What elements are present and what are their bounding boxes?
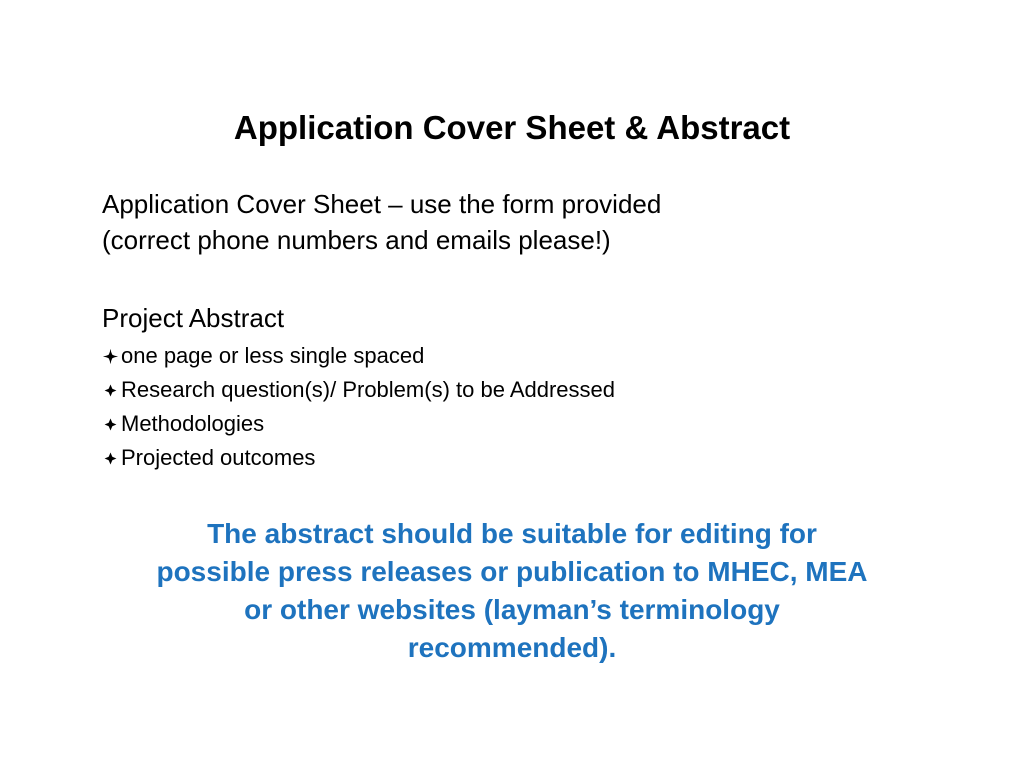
bullet-text: Methodologies: [121, 411, 265, 436]
list-item: [102, 441, 615, 475]
note-line: possible press releases or publication to MHEC, MEA: [156, 556, 868, 587]
cover-sheet-line: (correct phone numbers and emails please!): [102, 225, 611, 255]
bullet-text: Projected outcomes: [121, 445, 316, 470]
note-line: recommended).: [407, 632, 617, 663]
note-line: or other websites (layman’s terminology: [244, 594, 780, 625]
diamond-bullet-icon: [102, 450, 119, 467]
list-item: [102, 373, 615, 407]
cover-sheet-text: [102, 186, 661, 258]
diamond-bullet-icon: [102, 416, 119, 433]
cover-sheet-line: Application Cover Sheet – use the form provided: [102, 189, 662, 219]
slide-title: Application Cover Sheet & Abstract: [233, 109, 791, 146]
abstract-note: [0, 515, 1024, 667]
abstract-bullet-list: [102, 339, 615, 475]
list-item: [102, 407, 615, 441]
project-abstract-heading: Project Abstract: [102, 303, 285, 333]
bullet-text: one page or less single spaced: [121, 343, 425, 368]
diamond-bullet-icon: [102, 348, 119, 365]
note-line: The abstract should be suitable for editing for: [207, 518, 817, 549]
bullet-text: Research question(s)/ Problem(s) to be Addressed: [121, 377, 616, 402]
list-item: [102, 339, 615, 373]
diamond-bullet-icon: [102, 382, 119, 399]
